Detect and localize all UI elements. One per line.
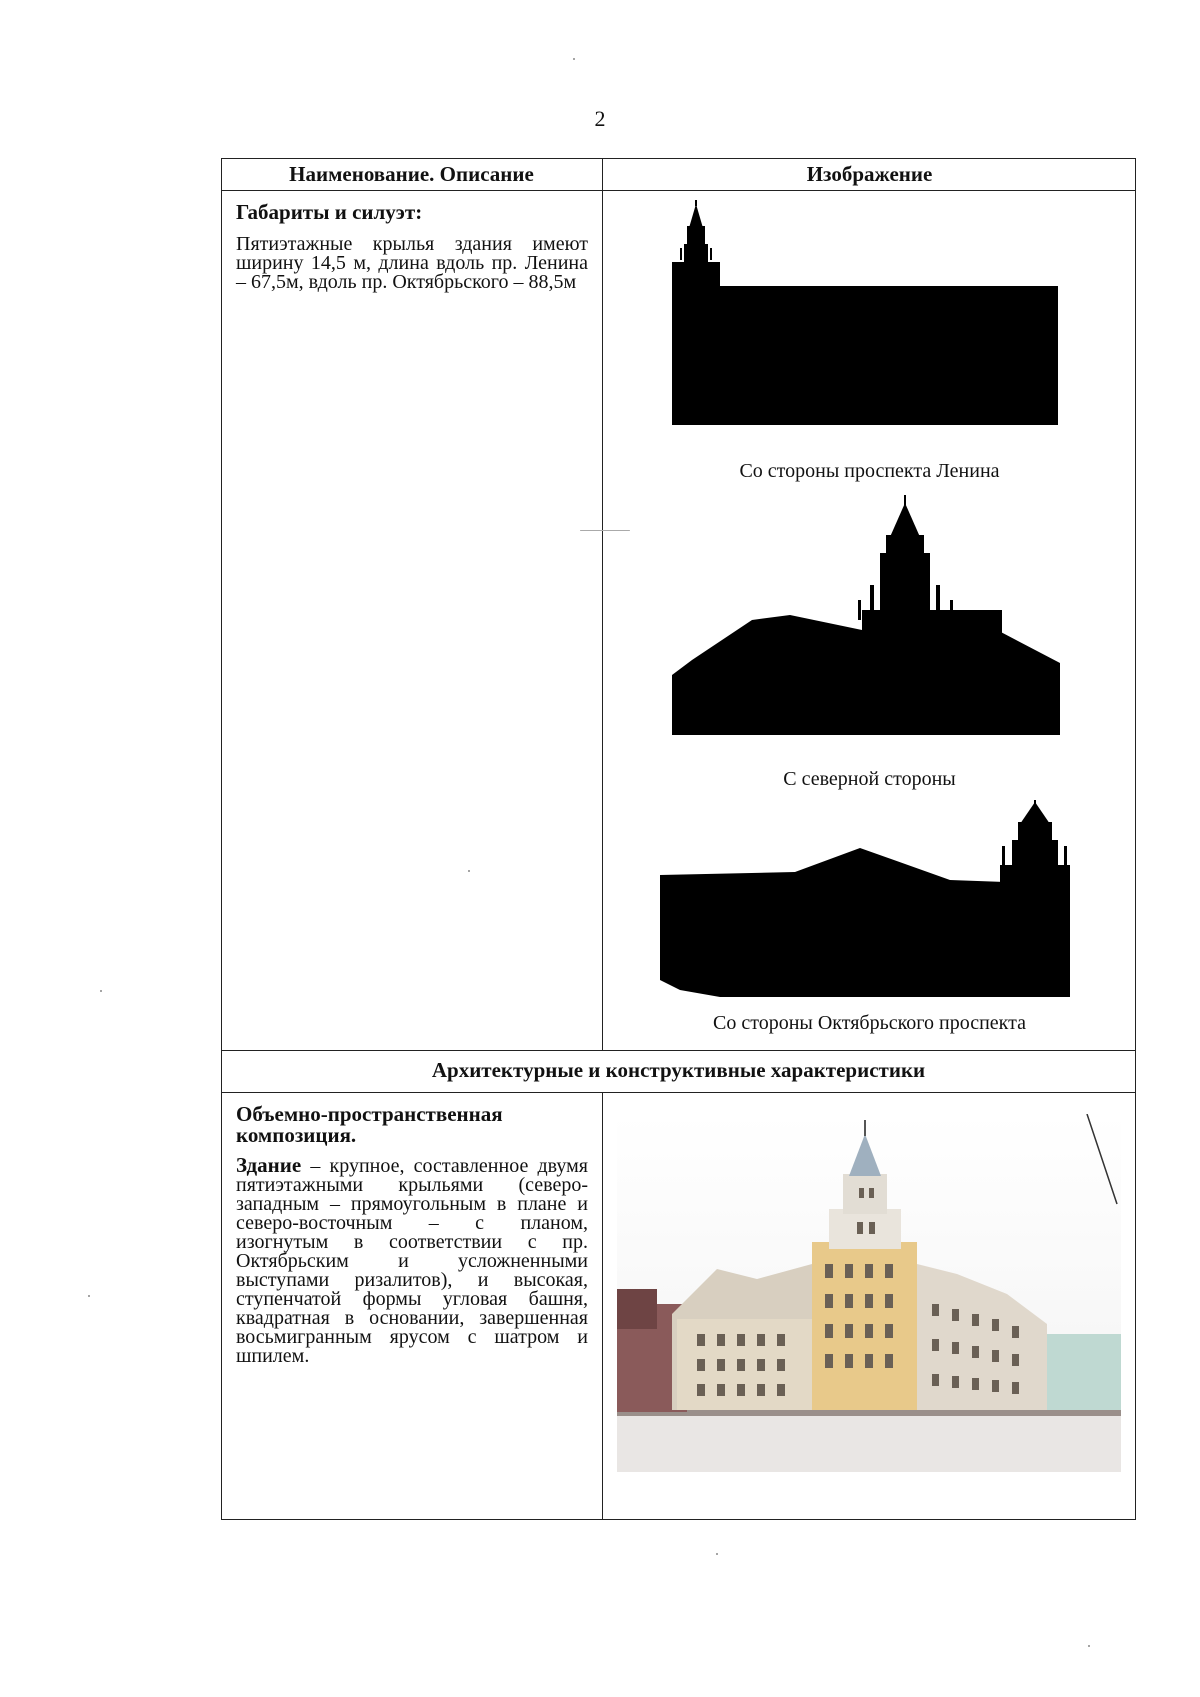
- silhouette-oktyabrsky-icon: [660, 800, 1080, 1000]
- section2-header-bottom: [221, 1092, 1136, 1093]
- column-divider-top: [602, 158, 603, 1050]
- header-row-divider: [221, 190, 1136, 191]
- section2-body: – крупное, составленное двумя пятиэтажными крыльями (северо-западным – прямоугольным в плане и северо-восточным – с планом, изогнутым в соответствии с пр. Октябрьским и усложненными выступами ризалитов), и высокая, ступенчатой формы угловая башня, квадратная в основании, завершенная восьмигранным ярусом с шатром и шпилем.: [236, 1155, 588, 1367]
- scan-speck: [1088, 1645, 1090, 1647]
- caption-lenina: Со стороны проспекта Ленина: [739, 460, 1000, 482]
- scan-speck: [468, 870, 470, 872]
- section2-title: Объемно-пространственная композиция.: [236, 1102, 503, 1147]
- section2-text: [236, 1153, 588, 1367]
- silhouette-north-icon: [672, 495, 1062, 740]
- caption-oktyabrsky: Со стороны Октябрьского проспекта: [713, 1012, 1026, 1034]
- section2-lead: Здание: [236, 1153, 302, 1177]
- scan-speck: [88, 1295, 90, 1297]
- caption-north: С северной стороны: [783, 768, 956, 790]
- scan-speck: [580, 530, 630, 531]
- section2-header-top: [221, 1050, 1136, 1051]
- scan-speck: [716, 1553, 718, 1555]
- section1-title: Габариты и силуэт:: [236, 200, 423, 224]
- section1-description: [236, 202, 588, 292]
- column-divider-bottom: [602, 1092, 603, 1520]
- section2-description: [236, 1104, 588, 1366]
- scan-speck: [573, 58, 575, 60]
- building-photo-icon: [617, 1114, 1121, 1472]
- building-photo: [617, 1114, 1121, 1472]
- page-number: 2: [594, 106, 606, 131]
- column-header-description: Наименование. Описание: [289, 162, 534, 186]
- section1-text: Пятиэтажные крылья здания имеют ширину 14,5 м, длина вдоль пр. Ленина – 67,5м, вдоль пр. Октябрьского – 88,5м: [236, 233, 588, 293]
- silhouette-lenina-icon: [672, 200, 1062, 425]
- section2-header: Архитектурные и конструктивные характеристики: [431, 1058, 926, 1082]
- scan-speck: [100, 990, 102, 992]
- column-header-image: Изображение: [806, 162, 933, 186]
